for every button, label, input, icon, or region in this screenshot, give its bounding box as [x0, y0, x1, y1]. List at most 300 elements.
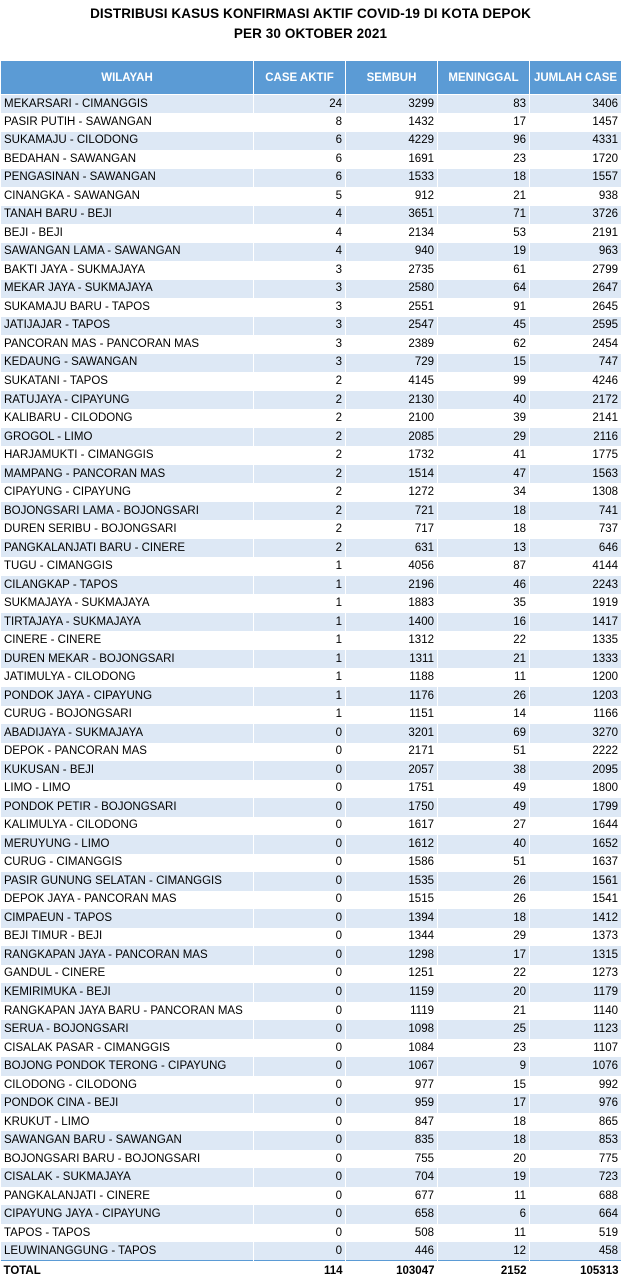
cell-sembuh: 940: [346, 243, 438, 262]
table-row: [1, 391, 621, 410]
cell-meninggal: 17: [438, 113, 530, 132]
cell-wilayah: PONDOK PETIR - BOJONGSARI: [1, 798, 254, 817]
table-row: [1, 1094, 621, 1113]
cell-jumlah-case: 1203: [530, 687, 621, 706]
table-row: [1, 409, 621, 428]
cell-jumlah-case: 1417: [530, 613, 621, 632]
title-block: [0, 0, 621, 60]
cell-wilayah: SUKAMAJU - CILODONG: [1, 132, 254, 151]
table-row: [1, 965, 621, 984]
cell-case-aktif: 0: [254, 1002, 346, 1021]
cell-wilayah: TUGU - CIMANGGIS: [1, 557, 254, 576]
cell-meninggal: 11: [438, 1224, 530, 1243]
table-row: [1, 520, 621, 539]
cell-jumlah-case: 1637: [530, 854, 621, 873]
cell-wilayah: BOJONGSARI BARU - BOJONGSARI: [1, 1150, 254, 1169]
cell-sembuh: 959: [346, 1094, 438, 1113]
cell-wilayah: BOJONG PONDOK TERONG - CIPAYUNG: [1, 1057, 254, 1076]
table-row: [1, 743, 621, 762]
table-row: [1, 668, 621, 687]
table-row: [1, 891, 621, 910]
cell-jumlah-case: 4246: [530, 372, 621, 391]
table-row: [1, 335, 621, 354]
cell-jumlah-case: 1123: [530, 1020, 621, 1039]
total-meninggal: 2152: [438, 1261, 530, 1280]
cell-wilayah: JATIMULYA - CILODONG: [1, 668, 254, 687]
cell-case-aktif: 3: [254, 317, 346, 336]
cell-meninggal: 20: [438, 983, 530, 1002]
cell-meninggal: 53: [438, 224, 530, 243]
cell-jumlah-case: 1308: [530, 483, 621, 502]
table-row: [1, 687, 621, 706]
cell-jumlah-case: 1800: [530, 780, 621, 799]
table-row: [1, 354, 621, 373]
cell-jumlah-case: 4144: [530, 557, 621, 576]
cell-wilayah: PANGKALANJATI BARU - CINERE: [1, 539, 254, 558]
cell-wilayah: CILODONG - CILODONG: [1, 1076, 254, 1095]
cell-jumlah-case: 1412: [530, 909, 621, 928]
cell-meninggal: 9: [438, 1057, 530, 1076]
cell-jumlah-case: 1652: [530, 835, 621, 854]
table-row: [1, 798, 621, 817]
cell-meninggal: 38: [438, 761, 530, 780]
table-body: [1, 95, 621, 1261]
cell-sembuh: 1298: [346, 946, 438, 965]
cell-wilayah: KEDAUNG - SAWANGAN: [1, 354, 254, 373]
cell-jumlah-case: 1140: [530, 1002, 621, 1021]
cell-jumlah-case: 1644: [530, 817, 621, 836]
cell-sembuh: 1151: [346, 706, 438, 725]
cell-wilayah: TANAH BARU - BEJI: [1, 206, 254, 225]
cell-sembuh: 677: [346, 1187, 438, 1206]
cell-sembuh: 729: [346, 354, 438, 373]
cell-sembuh: 1400: [346, 613, 438, 632]
table-row: [1, 298, 621, 317]
table-row: [1, 483, 621, 502]
cell-jumlah-case: 1720: [530, 150, 621, 169]
table-row: [1, 1224, 621, 1243]
cell-jumlah-case: 747: [530, 354, 621, 373]
cell-jumlah-case: 2243: [530, 576, 621, 595]
cell-sembuh: 658: [346, 1205, 438, 1224]
table-row: [1, 169, 621, 188]
cell-jumlah-case: 2172: [530, 391, 621, 410]
cell-jumlah-case: 1273: [530, 965, 621, 984]
cell-sembuh: 2551: [346, 298, 438, 317]
cell-sembuh: 1119: [346, 1002, 438, 1021]
cell-sembuh: 2735: [346, 261, 438, 280]
cell-case-aktif: 0: [254, 1168, 346, 1187]
cell-jumlah-case: 4331: [530, 132, 621, 151]
cell-case-aktif: 1: [254, 668, 346, 687]
cell-case-aktif: 0: [254, 1242, 346, 1261]
cell-wilayah: BEJI - BEJI: [1, 224, 254, 243]
table-row: [1, 539, 621, 558]
cell-wilayah: MAMPANG - PANCORAN MAS: [1, 465, 254, 484]
cell-jumlah-case: 2799: [530, 261, 621, 280]
cell-sembuh: 977: [346, 1076, 438, 1095]
cell-meninggal: 26: [438, 687, 530, 706]
cell-sembuh: 1432: [346, 113, 438, 132]
cell-sembuh: 1176: [346, 687, 438, 706]
table-row: [1, 502, 621, 521]
cell-wilayah: PENGASINAN - SAWANGAN: [1, 169, 254, 188]
cell-jumlah-case: 1333: [530, 650, 621, 669]
cell-wilayah: SERUA - BOJONGSARI: [1, 1020, 254, 1039]
cell-wilayah: HARJAMUKTI - CIMANGGIS: [1, 446, 254, 465]
cell-wilayah: SAWANGAN LAMA - SAWANGAN: [1, 243, 254, 262]
table-row: [1, 224, 621, 243]
cell-jumlah-case: 865: [530, 1113, 621, 1132]
cell-sembuh: 1188: [346, 668, 438, 687]
cell-sembuh: 704: [346, 1168, 438, 1187]
cell-sembuh: 1533: [346, 169, 438, 188]
cell-wilayah: RANGKAPAN JAYA BARU - PANCORAN MAS: [1, 1002, 254, 1021]
cell-case-aktif: 0: [254, 928, 346, 947]
table-row: [1, 1039, 621, 1058]
cell-jumlah-case: 1775: [530, 446, 621, 465]
cell-jumlah-case: 1166: [530, 706, 621, 725]
cell-sembuh: 1751: [346, 780, 438, 799]
cell-wilayah: RATUJAYA - CIPAYUNG: [1, 391, 254, 410]
cell-jumlah-case: 853: [530, 1131, 621, 1150]
cell-sembuh: 2130: [346, 391, 438, 410]
cell-sembuh: 2580: [346, 280, 438, 299]
cell-wilayah: KEMIRIMUKA - BEJI: [1, 983, 254, 1002]
cell-sembuh: 721: [346, 502, 438, 521]
cell-wilayah: BAKTI JAYA - SUKMAJAYA: [1, 261, 254, 280]
cell-case-aktif: 6: [254, 132, 346, 151]
table-row: [1, 946, 621, 965]
cell-jumlah-case: 1541: [530, 891, 621, 910]
cell-jumlah-case: 2222: [530, 743, 621, 762]
cell-jumlah-case: 2647: [530, 280, 621, 299]
table-row: [1, 650, 621, 669]
cell-sembuh: 2196: [346, 576, 438, 595]
table-row: [1, 1113, 621, 1132]
cell-meninggal: 21: [438, 187, 530, 206]
cell-jumlah-case: 2095: [530, 761, 621, 780]
cell-case-aktif: 0: [254, 1205, 346, 1224]
table-row: [1, 1002, 621, 1021]
cell-sembuh: 717: [346, 520, 438, 539]
table-row: [1, 113, 621, 132]
cell-case-aktif: 4: [254, 224, 346, 243]
cell-wilayah: GANDUL - CINERE: [1, 965, 254, 984]
cell-sembuh: 4229: [346, 132, 438, 151]
cell-wilayah: MERUYUNG - LIMO: [1, 835, 254, 854]
table-row: [1, 1076, 621, 1095]
cell-sembuh: 631: [346, 539, 438, 558]
table-row: [1, 854, 621, 873]
table-row: [1, 317, 621, 336]
cell-case-aktif: 1: [254, 706, 346, 725]
cell-jumlah-case: 1107: [530, 1039, 621, 1058]
cell-jumlah-case: 3726: [530, 206, 621, 225]
cell-meninggal: 6: [438, 1205, 530, 1224]
cell-meninggal: 40: [438, 835, 530, 854]
cell-wilayah: SAWANGAN BARU - SAWANGAN: [1, 1131, 254, 1150]
cell-wilayah: ABADIJAYA - SUKMAJAYA: [1, 724, 254, 743]
table-row: [1, 983, 621, 1002]
cell-case-aktif: 1: [254, 594, 346, 613]
cell-jumlah-case: 2191: [530, 224, 621, 243]
cell-jumlah-case: 1919: [530, 594, 621, 613]
cell-case-aktif: 1: [254, 557, 346, 576]
cell-jumlah-case: 737: [530, 520, 621, 539]
table-row: [1, 1150, 621, 1169]
table-row: [1, 1057, 621, 1076]
cell-meninggal: 47: [438, 465, 530, 484]
table-row: [1, 761, 621, 780]
cell-sembuh: 3651: [346, 206, 438, 225]
cell-sembuh: 1098: [346, 1020, 438, 1039]
cell-case-aktif: 3: [254, 280, 346, 299]
cell-jumlah-case: 1457: [530, 113, 621, 132]
cell-jumlah-case: 1076: [530, 1057, 621, 1076]
cell-case-aktif: 2: [254, 372, 346, 391]
cell-case-aktif: 0: [254, 965, 346, 984]
cell-case-aktif: 2: [254, 465, 346, 484]
cell-meninggal: 51: [438, 743, 530, 762]
cell-meninggal: 29: [438, 928, 530, 947]
cell-sembuh: 2389: [346, 335, 438, 354]
table-row: [1, 187, 621, 206]
cell-jumlah-case: 519: [530, 1224, 621, 1243]
cell-sembuh: 835: [346, 1131, 438, 1150]
cell-sembuh: 1515: [346, 891, 438, 910]
cell-wilayah: DEPOK JAYA - PANCORAN MAS: [1, 891, 254, 910]
cell-case-aktif: 2: [254, 520, 346, 539]
cell-meninggal: 26: [438, 872, 530, 891]
cell-case-aktif: 0: [254, 1094, 346, 1113]
cell-jumlah-case: 1563: [530, 465, 621, 484]
table-row: [1, 1168, 621, 1187]
cell-case-aktif: 0: [254, 854, 346, 873]
cell-sembuh: 3201: [346, 724, 438, 743]
cell-wilayah: TAPOS - TAPOS: [1, 1224, 254, 1243]
cell-meninggal: 14: [438, 706, 530, 725]
header-case-aktif: CASE AKTIF: [254, 61, 346, 95]
cell-meninggal: 21: [438, 1002, 530, 1021]
cell-meninggal: 18: [438, 520, 530, 539]
cell-wilayah: CISALAK - SUKMAJAYA: [1, 1168, 254, 1187]
cell-wilayah: RANGKAPAN JAYA - PANCORAN MAS: [1, 946, 254, 965]
cell-meninggal: 22: [438, 631, 530, 650]
table-row: [1, 594, 621, 613]
cell-case-aktif: 3: [254, 261, 346, 280]
header-wilayah: WILAYAH: [1, 61, 254, 95]
cell-case-aktif: 0: [254, 1039, 346, 1058]
cell-sembuh: 2057: [346, 761, 438, 780]
cell-sembuh: 1535: [346, 872, 438, 891]
cell-wilayah: CINERE - CINERE: [1, 631, 254, 650]
cell-jumlah-case: 723: [530, 1168, 621, 1187]
cell-case-aktif: 2: [254, 483, 346, 502]
cell-jumlah-case: 1373: [530, 928, 621, 947]
header-sembuh: SEMBUH: [346, 61, 438, 95]
cell-case-aktif: 3: [254, 335, 346, 354]
cell-sembuh: 1251: [346, 965, 438, 984]
cell-jumlah-case: 646: [530, 539, 621, 558]
cell-wilayah: CIPAYUNG JAYA - CIPAYUNG: [1, 1205, 254, 1224]
cell-sembuh: 1691: [346, 150, 438, 169]
cell-meninggal: 17: [438, 946, 530, 965]
header-row: [1, 61, 621, 95]
cell-meninggal: 15: [438, 354, 530, 373]
cell-case-aktif: 3: [254, 354, 346, 373]
table-row: [1, 817, 621, 836]
cell-meninggal: 62: [438, 335, 530, 354]
total-sembuh: 103047: [346, 1261, 438, 1280]
cell-meninggal: 69: [438, 724, 530, 743]
cell-meninggal: 15: [438, 1076, 530, 1095]
cell-case-aktif: 0: [254, 743, 346, 762]
cell-case-aktif: 1: [254, 650, 346, 669]
cell-wilayah: LEUWINANGGUNG - TAPOS: [1, 1242, 254, 1261]
cell-sembuh: 1617: [346, 817, 438, 836]
cell-case-aktif: 4: [254, 243, 346, 262]
cell-meninggal: 18: [438, 169, 530, 188]
cell-wilayah: JATIJAJAR - TAPOS: [1, 317, 254, 336]
cell-meninggal: 21: [438, 650, 530, 669]
cell-wilayah: PANCORAN MAS - PANCORAN MAS: [1, 335, 254, 354]
table-row: [1, 706, 621, 725]
table-row: [1, 631, 621, 650]
cell-meninggal: 23: [438, 1039, 530, 1058]
cell-wilayah: KALIBARU - CILODONG: [1, 409, 254, 428]
cell-jumlah-case: 775: [530, 1150, 621, 1169]
cell-wilayah: KUKUSAN - BEJI: [1, 761, 254, 780]
table-row: [1, 1131, 621, 1150]
cell-jumlah-case: 2454: [530, 335, 621, 354]
cell-meninggal: 19: [438, 243, 530, 262]
cell-jumlah-case: 1335: [530, 631, 621, 650]
cell-case-aktif: 2: [254, 502, 346, 521]
cell-case-aktif: 0: [254, 1150, 346, 1169]
cell-meninggal: 19: [438, 1168, 530, 1187]
cell-sembuh: 1883: [346, 594, 438, 613]
cell-wilayah: DEPOK - PANCORAN MAS: [1, 743, 254, 762]
cell-sembuh: 1612: [346, 835, 438, 854]
cell-meninggal: 29: [438, 428, 530, 447]
cell-meninggal: 51: [438, 854, 530, 873]
cell-meninggal: 64: [438, 280, 530, 299]
cell-sembuh: 1586: [346, 854, 438, 873]
covid-distribution-table: [0, 60, 621, 1280]
total-case-aktif: 114: [254, 1261, 346, 1280]
cell-wilayah: PONDOK JAYA - CIPAYUNG: [1, 687, 254, 706]
cell-sembuh: 1272: [346, 483, 438, 502]
cell-case-aktif: 0: [254, 1076, 346, 1095]
cell-meninggal: 27: [438, 817, 530, 836]
cell-wilayah: CIPAYUNG - CIPAYUNG: [1, 483, 254, 502]
cell-case-aktif: 0: [254, 724, 346, 743]
table-row: [1, 724, 621, 743]
cell-meninggal: 87: [438, 557, 530, 576]
cell-sembuh: 2134: [346, 224, 438, 243]
table-row: [1, 1205, 621, 1224]
cell-case-aktif: 2: [254, 446, 346, 465]
cell-wilayah: KRUKUT - LIMO: [1, 1113, 254, 1132]
cell-jumlah-case: 938: [530, 187, 621, 206]
table-row: [1, 132, 621, 151]
cell-meninggal: 40: [438, 391, 530, 410]
cell-jumlah-case: 458: [530, 1242, 621, 1261]
cell-case-aktif: 0: [254, 872, 346, 891]
cell-case-aktif: 3: [254, 298, 346, 317]
cell-meninggal: 18: [438, 502, 530, 521]
cell-wilayah: MEKARSARI - CIMANGGIS: [1, 95, 254, 114]
cell-wilayah: GROGOL - LIMO: [1, 428, 254, 447]
cell-sembuh: 1750: [346, 798, 438, 817]
cell-meninggal: 18: [438, 909, 530, 928]
cell-case-aktif: 1: [254, 613, 346, 632]
table-row: [1, 243, 621, 262]
cell-sembuh: 4056: [346, 557, 438, 576]
cell-meninggal: 18: [438, 1131, 530, 1150]
table-row: [1, 872, 621, 891]
table-row: [1, 465, 621, 484]
cell-wilayah: CURUG - BOJONGSARI: [1, 706, 254, 725]
cell-meninggal: 17: [438, 1094, 530, 1113]
cell-wilayah: BOJONGSARI LAMA - BOJONGSARI: [1, 502, 254, 521]
cell-jumlah-case: 2595: [530, 317, 621, 336]
cell-sembuh: 1344: [346, 928, 438, 947]
cell-wilayah: CINANGKA - SAWANGAN: [1, 187, 254, 206]
cell-meninggal: 49: [438, 780, 530, 799]
table-row: [1, 280, 621, 299]
cell-jumlah-case: 992: [530, 1076, 621, 1095]
cell-sembuh: 847: [346, 1113, 438, 1132]
cell-jumlah-case: 3270: [530, 724, 621, 743]
cell-meninggal: 12: [438, 1242, 530, 1261]
cell-meninggal: 83: [438, 95, 530, 114]
cell-meninggal: 41: [438, 446, 530, 465]
cell-jumlah-case: 2141: [530, 409, 621, 428]
cell-meninggal: 99: [438, 372, 530, 391]
cell-wilayah: SUKAMAJU BARU - TAPOS: [1, 298, 254, 317]
cell-meninggal: 18: [438, 1113, 530, 1132]
table-row: [1, 372, 621, 391]
table-row: [1, 95, 621, 114]
cell-meninggal: 39: [438, 409, 530, 428]
cell-wilayah: SUKMAJAYA - SUKMAJAYA: [1, 594, 254, 613]
cell-wilayah: SUKATANI - TAPOS: [1, 372, 254, 391]
cell-case-aktif: 0: [254, 909, 346, 928]
cell-case-aktif: 1: [254, 576, 346, 595]
cell-meninggal: 61: [438, 261, 530, 280]
cell-meninggal: 26: [438, 891, 530, 910]
table-row: [1, 780, 621, 799]
table-row: [1, 1187, 621, 1206]
cell-wilayah: DUREN MEKAR - BOJONGSARI: [1, 650, 254, 669]
table-row: [1, 928, 621, 947]
header-jumlah-case: JUMLAH CASE: [530, 61, 621, 95]
table-row: [1, 206, 621, 225]
cell-sembuh: 1394: [346, 909, 438, 928]
cell-wilayah: BEDAHAN - SAWANGAN: [1, 150, 254, 169]
table-row: [1, 557, 621, 576]
cell-sembuh: 2100: [346, 409, 438, 428]
cell-jumlah-case: 1315: [530, 946, 621, 965]
cell-jumlah-case: 1557: [530, 169, 621, 188]
cell-case-aktif: 0: [254, 817, 346, 836]
cell-case-aktif: 0: [254, 983, 346, 1002]
table-row: [1, 150, 621, 169]
table-row: [1, 446, 621, 465]
table-row: [1, 261, 621, 280]
